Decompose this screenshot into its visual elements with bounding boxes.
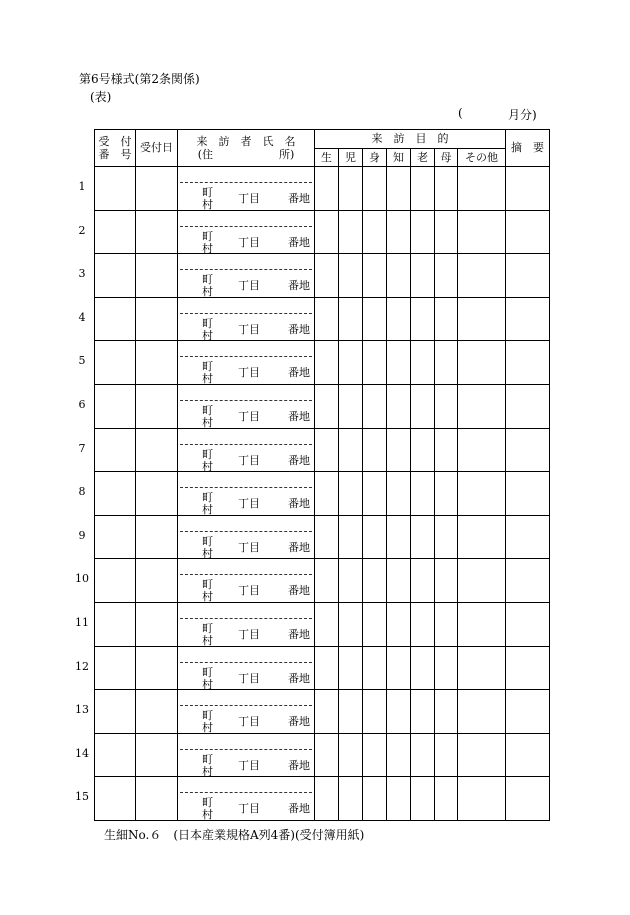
address-banchi-label: 番地 [288,715,310,729]
row-number: 12 [75,659,89,673]
address-banchi-label: 番地 [288,366,310,380]
address-village-label: 村 [202,241,213,254]
cell-purpose[interactable] [387,515,411,559]
cell-purpose[interactable] [339,777,363,821]
address-town-label: 町 [202,621,213,635]
cell-remarks[interactable] [506,254,550,298]
address-chome-label: 丁目 [238,409,260,423]
cell-purpose[interactable] [363,341,387,385]
cell-purpose[interactable] [315,472,339,516]
row-number: 14 [75,746,89,760]
cell-purpose[interactable] [363,472,387,516]
cell-purpose[interactable] [458,602,506,646]
header-purpose-chi: 知 [387,148,411,167]
cell-receipt-number[interactable] [95,297,136,341]
cell-purpose[interactable] [458,428,506,472]
cell-purpose[interactable] [458,384,506,428]
cell-receipt-number[interactable] [95,254,136,298]
address-banchi-label: 番地 [288,627,310,641]
cell-visitor[interactable] [178,733,315,777]
form-title: 第6号様式(第2条関係) [79,72,200,86]
name-address-divider [180,705,312,706]
cell-purpose[interactable] [458,167,506,211]
cell-purpose[interactable] [411,602,435,646]
cell-purpose[interactable] [387,384,411,428]
cell-receipt-date[interactable] [136,341,178,385]
header-purpose: 来 訪 目 的 [315,130,506,149]
header-purpose-shin: 身 [363,148,387,167]
month-open-paren: ( [458,106,463,120]
header-purpose-ji: 児 [339,148,363,167]
cell-remarks[interactable] [506,733,550,777]
address-town-label: 町 [202,273,213,287]
row-number: 11 [75,616,89,629]
address-chome-label: 丁目 [238,627,260,641]
cell-remarks[interactable] [506,341,550,385]
cell-purpose[interactable] [411,777,435,821]
cell-purpose[interactable] [458,210,506,254]
address-chome-label: 丁目 [238,715,260,729]
address-chome-label: 丁目 [238,584,260,598]
cell-receipt-date[interactable] [136,167,178,211]
address-chome-label: 丁目 [238,322,260,336]
cell-purpose[interactable] [435,210,458,254]
address-village-label: 村 [202,546,213,559]
cell-purpose[interactable] [315,384,339,428]
cell-purpose[interactable] [458,690,506,734]
register-row [95,297,550,341]
cell-receipt-date[interactable] [136,646,178,690]
cell-purpose[interactable] [435,690,458,734]
address-village-label: 村 [202,198,213,211]
cell-receipt-date[interactable] [136,254,178,298]
row-number: 5 [78,354,86,368]
cell-purpose[interactable] [411,690,435,734]
cell-visitor[interactable] [178,384,315,428]
address-town-label: 町 [202,491,213,505]
register-row [95,341,550,385]
row-number: 7 [78,441,86,455]
cell-purpose[interactable] [387,341,411,385]
cell-purpose[interactable] [339,341,363,385]
cell-purpose[interactable] [363,733,387,777]
row-number: 15 [75,790,89,804]
cell-receipt-number[interactable] [95,602,136,646]
cell-remarks[interactable] [506,384,550,428]
cell-purpose[interactable] [411,559,435,603]
cell-visitor[interactable] [178,428,315,472]
cell-remarks[interactable] [506,777,550,821]
cell-purpose[interactable] [315,690,339,734]
cell-purpose[interactable] [363,428,387,472]
cell-receipt-number[interactable] [95,428,136,472]
cell-purpose[interactable] [315,167,339,211]
name-address-divider [180,313,312,314]
cell-visitor[interactable] [178,690,315,734]
cell-purpose[interactable] [363,559,387,603]
register-row [95,733,550,777]
row-number: 13 [75,703,89,717]
address-town-label: 町 [202,752,213,766]
cell-visitor[interactable] [178,341,315,385]
cell-purpose[interactable] [435,472,458,516]
header-visitor-name: 来 訪 者 氏 名 [196,134,296,148]
name-address-divider [180,662,312,663]
cell-purpose[interactable] [363,515,387,559]
cell-purpose[interactable] [315,733,339,777]
address-banchi-label: 番地 [288,497,310,511]
cell-purpose[interactable] [458,297,506,341]
cell-purpose[interactable] [387,559,411,603]
cell-purpose[interactable] [363,167,387,211]
cell-visitor[interactable] [178,167,315,211]
header-visitor [178,130,315,167]
cell-remarks[interactable] [506,428,550,472]
cell-purpose[interactable] [435,341,458,385]
cell-remarks[interactable] [506,559,550,603]
cell-purpose[interactable] [339,297,363,341]
register-row [95,777,550,821]
cell-visitor[interactable] [178,777,315,821]
cell-receipt-date[interactable] [136,428,178,472]
address-banchi-label: 番地 [288,192,310,205]
cell-purpose[interactable] [435,384,458,428]
address-chome-label: 丁目 [238,802,260,816]
cell-receipt-date[interactable] [136,733,178,777]
address-town-label: 町 [202,709,213,723]
name-address-divider [180,618,312,619]
cell-receipt-date[interactable] [136,210,178,254]
address-town-label: 町 [202,186,213,199]
cell-visitor[interactable] [178,297,315,341]
cell-purpose[interactable] [411,515,435,559]
cell-receipt-number[interactable] [95,559,136,603]
cell-visitor[interactable] [178,646,315,690]
header-purpose-ro: 老 [411,148,435,167]
address-town-label: 町 [202,316,213,330]
cell-purpose[interactable] [315,559,339,603]
cell-purpose[interactable] [339,428,363,472]
cell-purpose[interactable] [363,210,387,254]
cell-purpose[interactable] [387,167,411,211]
cell-receipt-date[interactable] [136,777,178,821]
cell-purpose[interactable] [339,690,363,734]
header-receipt-number: 受 付 番 号 [95,130,136,167]
cell-receipt-number[interactable] [95,515,136,559]
cell-receipt-number[interactable] [95,646,136,690]
cell-purpose[interactable] [387,646,411,690]
name-address-divider [180,444,312,445]
register-row [95,254,550,298]
address-town-label: 町 [202,447,213,461]
cell-purpose[interactable] [411,733,435,777]
address-banchi-label: 番地 [288,671,310,685]
cell-receipt-number[interactable] [95,341,136,385]
cell-purpose[interactable] [435,428,458,472]
cell-receipt-date[interactable] [136,297,178,341]
cell-purpose[interactable] [411,167,435,211]
address-town-label: 町 [202,665,213,679]
cell-purpose[interactable] [363,777,387,821]
cell-purpose[interactable] [339,646,363,690]
cell-purpose[interactable] [363,690,387,734]
cell-receipt-number[interactable] [95,472,136,516]
cell-purpose[interactable] [315,254,339,298]
cell-purpose[interactable] [458,559,506,603]
address-banchi-label: 番地 [288,409,310,423]
cell-purpose[interactable] [458,777,506,821]
cell-remarks[interactable] [506,297,550,341]
cell-purpose[interactable] [435,515,458,559]
cell-purpose[interactable] [411,254,435,298]
cell-purpose[interactable] [387,777,411,821]
address-chome-label: 丁目 [238,758,260,772]
cell-remarks[interactable] [506,602,550,646]
cell-receipt-date[interactable] [136,690,178,734]
cell-purpose[interactable] [435,646,458,690]
cell-purpose[interactable] [339,733,363,777]
address-village-label: 村 [202,503,213,516]
row-number: 6 [78,398,86,411]
cell-purpose[interactable] [411,384,435,428]
header-purpose-bo: 母 [435,148,458,167]
name-address-divider [180,356,312,357]
address-town-label: 町 [202,403,213,417]
name-address-divider [180,574,312,575]
cell-purpose[interactable] [315,515,339,559]
form-footer: 生細No.６ (日本産業規格A列4番)(受付簿用紙) [104,828,365,842]
address-chome-label: 丁目 [238,540,260,554]
register-row [95,210,550,254]
cell-remarks[interactable] [506,167,550,211]
address-village-label: 村 [202,590,213,603]
row-number: 2 [78,223,86,237]
address-banchi-label: 番地 [288,540,310,554]
cell-purpose[interactable] [363,297,387,341]
cell-remarks[interactable] [506,515,550,559]
header-visitor-address: (住 所) [197,148,295,161]
address-chome-label: 丁目 [238,235,260,249]
address-chome-label: 丁目 [238,366,260,380]
row-number: 9 [78,528,86,542]
cell-purpose[interactable] [315,341,339,385]
cell-visitor[interactable] [178,472,315,516]
cell-purpose[interactable] [411,297,435,341]
name-address-divider [180,531,312,532]
cell-purpose[interactable] [363,254,387,298]
address-banchi-label: 番地 [288,584,310,598]
address-banchi-label: 番地 [288,235,310,249]
name-address-divider [180,226,312,227]
cell-visitor[interactable] [178,254,315,298]
cell-remarks[interactable] [506,646,550,690]
address-village-label: 村 [202,633,213,647]
cell-purpose[interactable] [339,254,363,298]
register-row [95,559,550,603]
address-chome-label: 丁目 [238,671,260,685]
address-town-label: 町 [202,360,213,374]
cell-purpose[interactable] [387,472,411,516]
cell-receipt-number[interactable] [95,777,136,821]
address-town-label: 町 [202,229,213,243]
cell-purpose[interactable] [435,733,458,777]
address-village-label: 村 [202,808,213,821]
cell-purpose[interactable] [339,210,363,254]
cell-purpose[interactable] [315,602,339,646]
cell-purpose[interactable] [339,515,363,559]
cell-purpose[interactable] [411,210,435,254]
cell-purpose[interactable] [387,297,411,341]
cell-purpose[interactable] [458,733,506,777]
address-village-label: 村 [202,285,213,298]
cell-receipt-date[interactable] [136,559,178,603]
address-chome-label: 丁目 [238,453,260,467]
address-town-label: 町 [202,796,213,810]
row-number: 4 [78,310,86,324]
name-address-divider [180,749,312,750]
cell-purpose[interactable] [339,472,363,516]
cell-purpose[interactable] [315,777,339,821]
cell-purpose[interactable] [435,777,458,821]
cell-purpose[interactable] [339,167,363,211]
cell-purpose[interactable] [339,602,363,646]
cell-purpose[interactable] [458,515,506,559]
cell-receipt-number[interactable] [95,167,136,211]
name-address-divider [180,269,312,270]
cell-purpose[interactable] [387,210,411,254]
cell-purpose[interactable] [315,646,339,690]
address-town-label: 町 [202,534,213,548]
cell-purpose[interactable] [363,384,387,428]
cell-visitor[interactable] [178,559,315,603]
cell-receipt-date[interactable] [136,602,178,646]
cell-purpose[interactable] [435,254,458,298]
cell-receipt-date[interactable] [136,515,178,559]
register-table [94,129,550,821]
address-village-label: 村 [202,415,213,429]
address-village-label: 村 [202,721,213,734]
cell-purpose[interactable] [387,602,411,646]
cell-purpose[interactable] [458,472,506,516]
cell-purpose[interactable] [458,646,506,690]
register-row [95,167,550,211]
header-purpose-other: その他 [458,148,506,167]
cell-visitor[interactable] [178,602,315,646]
cell-purpose[interactable] [339,384,363,428]
address-village-label: 村 [202,372,213,385]
month-label: 月分) [508,108,537,122]
cell-purpose[interactable] [435,167,458,211]
cell-purpose[interactable] [315,297,339,341]
address-banchi-label: 番地 [288,802,310,816]
cell-purpose[interactable] [458,254,506,298]
address-village-label: 村 [202,677,213,690]
register-row [95,646,550,690]
cell-receipt-date[interactable] [136,384,178,428]
cell-purpose[interactable] [435,559,458,603]
name-address-divider [180,792,312,793]
register-row [95,472,550,516]
address-chome-label: 丁目 [238,497,260,511]
name-address-divider [180,487,312,488]
cell-receipt-number[interactable] [95,733,136,777]
address-banchi-label: 番地 [288,758,310,772]
address-village-label: 村 [202,459,213,472]
cell-purpose[interactable] [339,559,363,603]
name-address-divider [180,182,312,183]
cell-purpose[interactable] [363,602,387,646]
row-number: 10 [75,572,89,586]
cell-receipt-number[interactable] [95,690,136,734]
cell-visitor[interactable] [178,515,315,559]
address-village-label: 村 [202,328,213,341]
cell-receipt-date[interactable] [136,472,178,516]
address-chome-label: 丁目 [238,279,260,293]
register-row [95,690,550,734]
row-number: 3 [78,267,86,281]
cell-purpose[interactable] [315,210,339,254]
cell-purpose[interactable] [411,428,435,472]
register-row [95,384,550,428]
cell-purpose[interactable] [435,602,458,646]
cell-purpose[interactable] [411,646,435,690]
register-row [95,515,550,559]
address-town-label: 町 [202,578,213,592]
header-remarks: 摘 要 [506,130,550,167]
cell-purpose[interactable] [387,733,411,777]
cell-purpose[interactable] [363,646,387,690]
name-address-divider [180,400,312,401]
cell-receipt-number[interactable] [95,384,136,428]
row-number: 1 [78,180,86,193]
cell-purpose[interactable] [387,690,411,734]
row-number: 8 [78,485,86,499]
cell-purpose[interactable] [387,254,411,298]
header-receipt-date: 受付日 [136,130,178,167]
register-row [95,602,550,646]
cell-purpose[interactable] [315,428,339,472]
cell-receipt-number[interactable] [95,210,136,254]
cell-purpose[interactable] [411,472,435,516]
cell-remarks[interactable] [506,690,550,734]
address-village-label: 村 [202,764,213,777]
address-banchi-label: 番地 [288,279,310,293]
address-banchi-label: 番地 [288,322,310,336]
register-row [95,428,550,472]
cell-visitor[interactable] [178,210,315,254]
cell-purpose[interactable] [458,341,506,385]
cell-purpose[interactable] [411,341,435,385]
address-banchi-label: 番地 [288,453,310,467]
cell-purpose[interactable] [387,428,411,472]
address-chome-label: 丁目 [238,192,260,205]
cell-purpose[interactable] [435,297,458,341]
header-purpose-sei: 生 [315,148,339,167]
cell-remarks[interactable] [506,472,550,516]
cell-remarks[interactable] [506,210,550,254]
form-side-label: (表) [90,90,112,104]
